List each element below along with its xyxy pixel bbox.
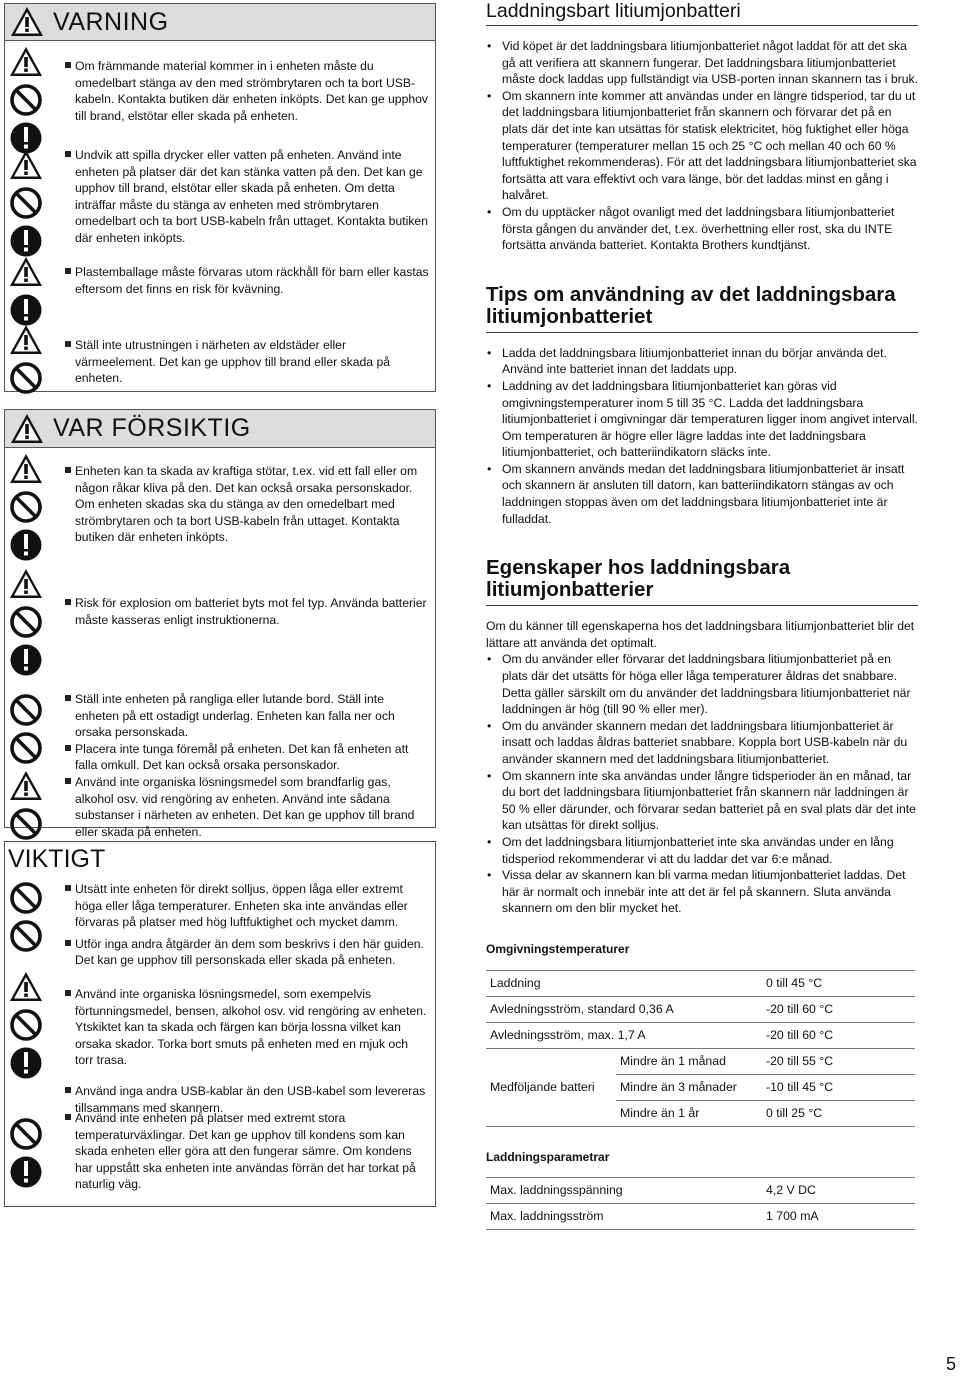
properties-intro: Om du känner till egenskaperna hos det laddningsbara litiumjonbatteriet blir det lättare att använda det optimalt.	[486, 619, 915, 650]
important-text: Använd inte enheten på platser med extremt stora temperaturväxlingar. Det kan ge upphov till kondens som kan skada enheten eller göra att den fungerar sämre. Om kondens har uppstått ska enheten inte användas förrän det har torkat på naturlig väg.	[65, 1110, 429, 1193]
tips-list	[486, 345, 918, 528]
list-item: • Vissa delar av skannern kan bli varma medan litiumjonbatteriet laddas. Det här är normalt och innebär inte att det är fel på skannern. Sluta använda skannern om den blir mycket het.	[486, 867, 918, 917]
warning-box	[4, 41, 436, 392]
list-item: • Om skannern inte kommer att användas under en längre tidsperiod, tar du ut det laddningsbara litiumjonbatteriet från skannern och förvarar det på en plats där det inte kan utsättas för statisk elektricitet, hög fuktighet eller höga temperaturer (temperaturer mellan 15 och 25 °C och mellan 40 och 60 % luftfuktighet rekommenderas). För att det laddningsbara litiumjonbatteriet ska fortsätta att vara effektivt och vara länge, bör det laddas minst en gång i halvåret.	[486, 88, 918, 204]
icon-stack	[9, 255, 43, 331]
table-cell: Medföljande batteri	[486, 1048, 616, 1126]
prohibited-icon	[9, 83, 43, 117]
icon-stack	[9, 452, 43, 566]
warning-item	[5, 255, 435, 297]
icon-stack	[9, 45, 43, 159]
warning-triangle-icon	[9, 567, 43, 601]
icon-stack	[9, 323, 43, 399]
warning-item	[5, 148, 435, 247]
warning-text: Ställ inte utrustningen i närheten av eldstäder eller värmeelement. Det kan ge upphov till brand eller skada på enheten.	[65, 337, 429, 387]
table-cell: Mindre än 3 månader	[616, 1074, 762, 1100]
table-cell: Mindre än 1 år	[616, 1100, 762, 1126]
caution-box	[4, 448, 436, 839]
table-cell: 4,2 V DC	[762, 1178, 915, 1204]
list-item: • Vid köpet är det laddningsbara litiumjonbatteriet något laddat för att det ska gå att verifiera att skannern fungerar. Det laddningsbara litiumjonbatteriet måste dock laddas upp fullständigt via USB-porten innan skannern tas i bruk.	[486, 38, 918, 88]
important-item	[5, 970, 435, 1116]
table-row	[486, 1048, 915, 1074]
list-item: • Om skannern inte ska användas under långre tidsperioder än en månad, tar du bort det laddningsbara litiumjonbatteriet från skannern när laddningen är 50 % eller därunder, och förvarar sedan batteriet på en sval plats där det inte kan utsättas för direkt solljus.	[486, 768, 918, 834]
charging-parameters-label: Laddningsparametrar	[486, 1149, 610, 1164]
caution-text: Placera inte tunga föremål på enheten. Det kan få enheten att falla omkull. Det kan också orsaka personskador.	[65, 741, 429, 774]
important-text: Utsätt inte enheten för direkt solljus, öppen låga eller extremt höga eller låga temperaturer. Enheten ska inte användas eller förvaras på platser med hög luftfuktighet och mycket damm.	[65, 881, 429, 931]
table-row	[486, 1204, 915, 1230]
icon-stack	[9, 970, 43, 1084]
mandatory-action-icon	[9, 643, 43, 677]
warning-text: Plastemballage måste förvaras utom räckhåll för barn eller kastas eftersom det finns en risk för kvävning.	[65, 264, 429, 297]
prohibited-icon	[9, 881, 43, 915]
mandatory-action-icon	[9, 528, 43, 562]
warning-triangle-icon	[9, 5, 45, 39]
list-item: • Om du upptäcker något ovanligt med det laddningsbara litiumjonbatteriet första gången du använder det, t.ex. överhettning eller rost, ska du INTE fortsätta använda batteriet. Kontakta Brothers kundtjänst.	[486, 204, 918, 254]
safety-column	[4, 3, 436, 1207]
table-cell: -20 till 60 °C	[762, 996, 915, 1022]
warning-triangle-icon	[9, 769, 43, 803]
warning-text: Om främmande material kommer in i enheten måste du omedelbart stänga av den med strömbrytaren och ta bort USB-kabeln. Kontakta butiken där enheten inköpts. Det kan ge upphov till brand, elstötar eller skada på enheten.	[65, 58, 429, 124]
list-item: • Om skannern används medan det laddningsbara litiumjonbatteriet är insatt och skannern är ansluten till datorn, kan batteriindikatorn stängas av och laddningen stoppas även om det laddningsbara litiumjonbatteriet inte är fulladdat.	[486, 461, 918, 527]
warning-triangle-icon	[9, 452, 43, 486]
table-row	[486, 1178, 915, 1204]
caution-title: VAR FÖRSIKTIG	[53, 414, 251, 443]
important-text: Använd inga andra USB-kablar än den USB-kabel som levereras tillsammans med skannern.	[65, 1083, 429, 1116]
icon-stack	[9, 567, 43, 681]
properties-heading: Egenskaper hos laddningsbara litiumjonbatterier	[486, 557, 918, 606]
mandatory-action-icon	[9, 224, 43, 258]
warning-triangle-icon	[9, 970, 43, 1004]
prohibited-icon	[9, 919, 43, 953]
prohibited-icon	[9, 186, 43, 220]
important-item	[5, 1111, 435, 1193]
caution-text: Risk för explosion om batteriet byts mot fel typ. Använda batterier måste kasseras enligt instruktionerna.	[65, 595, 429, 628]
important-box	[4, 877, 436, 1207]
prohibited-icon	[9, 1117, 43, 1151]
caution-text: Enheten kan ta skada av kraftiga stötar, t.ex. vid ett fall eller om någon råkar kliva på den. Det kan också orsaka personskador. Om enheten skadas ska du stänga av den omedelbart med strömbrytaren och ta bort USB-kabeln från uttaget. Kontakta butiken där enheten inköpts.	[65, 463, 429, 546]
table-cell: -20 till 55 °C	[762, 1048, 915, 1074]
warning-triangle-icon	[9, 323, 43, 357]
caution-header	[4, 409, 436, 448]
tips-heading: Tips om användning av det laddningsbara litiumjonbatteriet	[486, 284, 918, 333]
table-cell: -10 till 45 °C	[762, 1074, 915, 1100]
table-row	[486, 996, 915, 1022]
warning-triangle-icon	[9, 255, 43, 289]
table-cell: Mindre än 1 månad	[616, 1048, 762, 1074]
prohibited-icon	[9, 490, 43, 524]
table-cell: -20 till 60 °C	[762, 1022, 915, 1048]
caution-item	[5, 567, 435, 628]
icon-stack	[9, 1117, 43, 1193]
icon-stack	[9, 693, 43, 845]
caution-item	[5, 452, 435, 546]
warning-triangle-icon	[9, 148, 43, 182]
properties-list	[486, 651, 918, 917]
warning-text: Undvik att spilla drycker eller vatten på enheten. Använd inte enheten på platser där det kan stänka vatten på den. Det kan ge upphov till brand, elstötar eller skada på enheten. Om detta inträffar måste du stänga av enheten med strömbrytaren omedelbart och ta bort USB-kabeln från uttaget. Kontakta butiken där enheten inköpts.	[65, 147, 429, 247]
battery-list	[486, 38, 918, 254]
caution-text: Använd inte organiska lösningsmedel som brandfarlig gas, alkohol osv. vid rengöring av enheten. Använd inte sådana substanser i närheten av enheten. Det kan ge upphov till brand eller skada på enheten.	[65, 774, 429, 840]
table-row	[486, 1022, 915, 1048]
table-cell: Avledningsström, max. 1,7 A	[486, 1022, 762, 1048]
caution-group	[65, 691, 429, 840]
prohibited-icon	[9, 605, 43, 639]
list-item: • Om du använder eller förvarar det laddningsbara litiumjonbatteriet på en plats där det utsätts för höga eller låga temperaturer åldras det snabbare. Detta gäller särskilt om du använder det laddningsbara litiumjonbatteriet när laddningen är hög (till 90 % eller mer).	[486, 651, 918, 717]
mandatory-action-icon	[9, 293, 43, 327]
list-item: • Ladda det laddningsbara litiumjonbatteriet innan du börjar använda det. Använd inte batteriet innan det laddats upp.	[486, 345, 918, 378]
table-cell: Avledningsström, standard 0,36 A	[486, 996, 762, 1022]
list-item: • Laddning av det laddningsbara litiumjonbatteriet kan göras vid omgivningstemperaturer inom 5 till 35 °C. Ladda det laddningsbara litiumjonbatteriet i omgivningar där temperaturen ligger inom angivet intervall. Om temperaturen är högre eller lägre laddas inte det laddningsbara litiumjonbatteriet, och batteriindikatorn släcks inte.	[486, 378, 918, 461]
warning-header	[4, 3, 436, 41]
caution-text: Ställ inte enheten på rangliga eller lutande bord. Ställ inte enheten på ett ostadigt underlag. Enheten kan falla ner och orsaka personskada.	[65, 691, 429, 741]
list-item: • Om du använder skannern medan det laddningsbara litiumjonbatteriet är insatt och laddas åldras batteriet snabbare. Koppla bort USB-kabeln när du använder skannern med det laddningsbara litiumjonbatteriet.	[486, 718, 918, 768]
battery-column	[486, 0, 918, 1230]
prohibited-icon	[9, 731, 43, 765]
mandatory-action-icon	[9, 1046, 43, 1080]
prohibited-icon	[9, 807, 43, 841]
warning-triangle-icon	[9, 45, 43, 79]
table-cell: Laddning	[486, 970, 762, 996]
battery-heading: Laddningsbart litiumjonbatteri	[486, 0, 918, 26]
warning-item	[5, 45, 435, 124]
page-number: 5	[945, 1354, 956, 1374]
icon-stack	[9, 148, 43, 262]
table-cell: 1 700 mA	[762, 1204, 915, 1230]
important-title: VIKTIGT	[8, 845, 106, 874]
table-row	[486, 970, 915, 996]
prohibited-icon	[9, 1008, 43, 1042]
mandatory-action-icon	[9, 1155, 43, 1189]
table-cell: Max. laddningsström	[486, 1204, 762, 1230]
important-text: Använd inte organiska lösningsmedel, som exempelvis förtunningsmedel, bensen, alkohol osv. vid rengöring av enheten. Ytskiktet kan ta skada och färgen kan börja lossna vilket kan orsaka skador. Torka bort smuts på enheten med en mjuk och torr trasa.	[65, 986, 429, 1069]
icon-stack	[9, 881, 43, 957]
important-item	[5, 881, 435, 969]
prohibited-icon	[9, 361, 43, 395]
list-item: • Om det laddningsbara litiumjonbatteriet inte ska användas under en lång tidsperiod rekommenderar vi att du laddar det var 6:e månad.	[486, 834, 918, 867]
important-header	[4, 841, 436, 877]
warning-triangle-icon	[9, 412, 45, 446]
table-cell: 0 till 45 °C	[762, 970, 915, 996]
table-cell: Max. laddningsspänning	[486, 1178, 762, 1204]
ambient-temperature-table	[486, 970, 915, 1127]
ambient-temperature-label: Omgivningstemperaturer	[486, 941, 630, 956]
warning-item	[5, 323, 435, 387]
charging-parameters-table	[486, 1177, 915, 1230]
important-text: Utför inga andra åtgärder än dem som beskrivs i den här guiden. Det kan ge upphov till personskada eller skada på enheten.	[65, 936, 429, 969]
table-cell: 0 till 25 °C	[762, 1100, 915, 1126]
warning-title: VARNING	[53, 7, 169, 36]
prohibited-icon	[9, 693, 43, 727]
